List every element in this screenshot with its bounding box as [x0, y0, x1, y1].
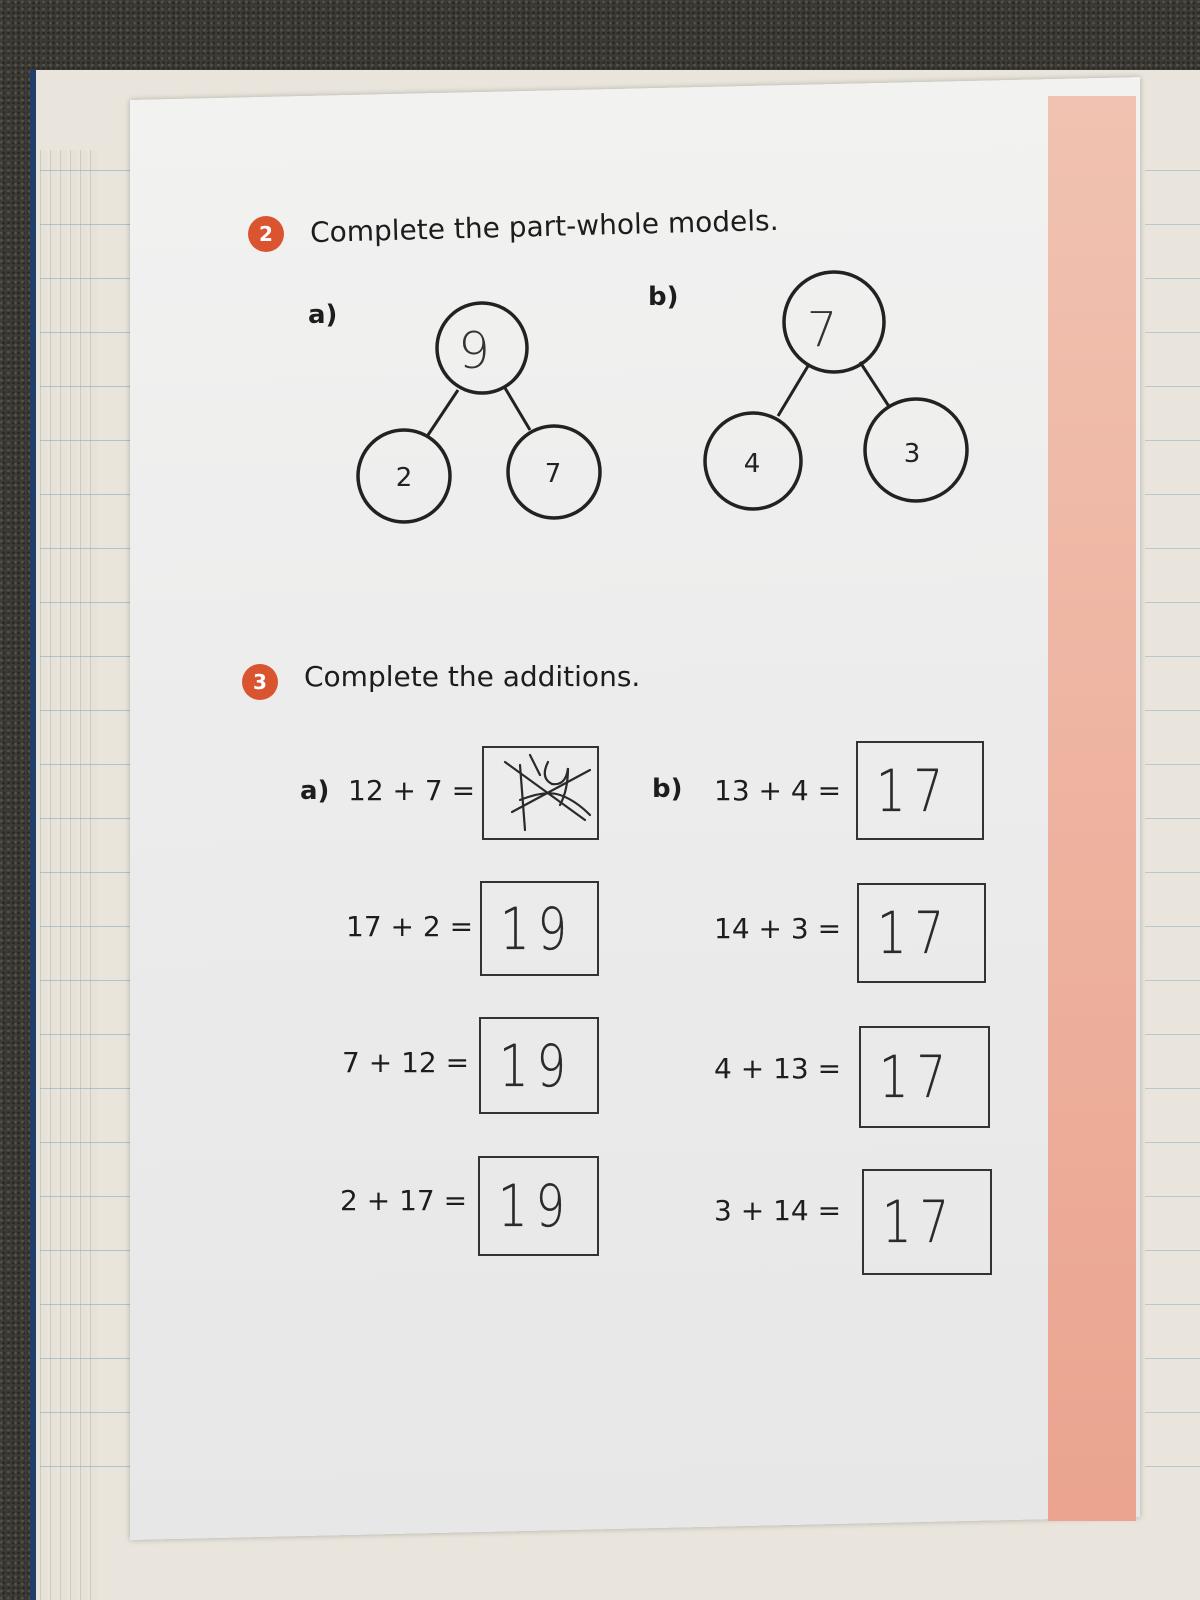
addition-equation: 2 + 17 = — [340, 1184, 468, 1217]
connector-line — [505, 388, 530, 430]
part-label: a) — [300, 776, 330, 806]
question-title: Complete the part-whole models. — [309, 203, 779, 250]
addition-equation: 7 + 12 = — [342, 1046, 470, 1079]
answer-box[interactable] — [859, 1026, 990, 1128]
answer-box[interactable] — [480, 881, 599, 976]
answer-box[interactable] — [862, 1169, 992, 1275]
part-right-value: 7 — [544, 459, 562, 489]
whole-handwritten-answer: 9 — [458, 322, 490, 380]
answer-box[interactable] — [479, 1017, 599, 1114]
handwritten-answer: 19 — [500, 894, 576, 963]
question-number-badge — [242, 664, 278, 700]
addition-equation: 3 + 14 = — [714, 1194, 842, 1227]
question-number: 3 — [253, 670, 267, 694]
handwritten-answer: 17 — [882, 1188, 958, 1256]
part-whole-model-b — [705, 272, 967, 509]
part-label: a) — [308, 300, 338, 330]
handwritten-answer: 19 — [498, 1172, 574, 1240]
part-whole-model-a — [358, 303, 600, 522]
answer-box[interactable] — [856, 741, 984, 840]
question-title: Complete the additions. — [304, 660, 641, 693]
addition-equation: 13 + 4 = — [714, 774, 842, 807]
answer-box[interactable] — [482, 746, 599, 840]
part-label: b) — [652, 774, 683, 804]
addition-equation: 12 + 7 = — [348, 774, 476, 807]
question-number: 2 — [259, 222, 273, 246]
handwritten-answer: 17 — [877, 899, 953, 967]
part-label: b) — [648, 282, 679, 312]
handwritten-answer: 17 — [879, 1043, 955, 1111]
addition-equation: 14 + 3 = — [714, 912, 842, 945]
handwritten-answer: 17 — [876, 756, 952, 825]
part-left-value: 4 — [743, 449, 761, 479]
part-right-value: 3 — [903, 439, 921, 469]
connector-line — [778, 366, 808, 416]
whole-handwritten-answer: 7 — [806, 302, 838, 358]
answer-box[interactable] — [478, 1156, 599, 1256]
connector-line — [860, 362, 890, 408]
addition-equation: 17 + 2 = — [346, 910, 474, 943]
answer-box[interactable] — [857, 883, 986, 983]
addition-equation: 4 + 13 = — [714, 1052, 842, 1085]
handwritten-answer: 19 — [499, 1031, 575, 1100]
part-left-value: 2 — [395, 463, 413, 493]
connector-line — [428, 390, 458, 435]
